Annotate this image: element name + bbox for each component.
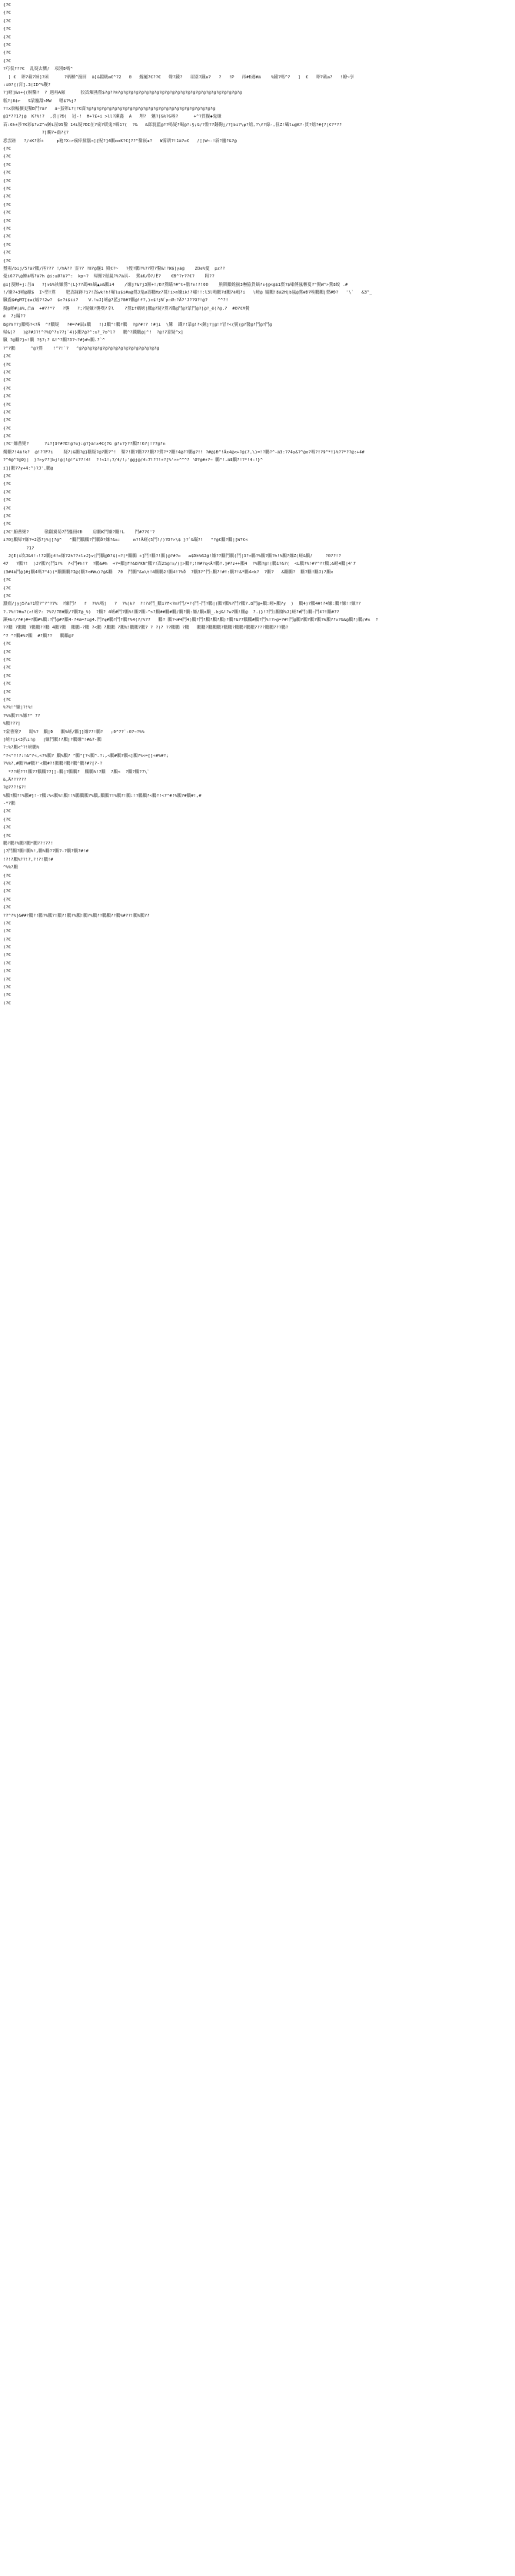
text-line: {?€ [3, 354, 12, 360]
text-line: {?€ [3, 154, 12, 160]
text-line: {?€ [3, 642, 12, 647]
text-line: {?€ [3, 378, 12, 383]
text-line: {?€ [3, 226, 12, 231]
text-line: {?€ [3, 809, 12, 815]
text-line: ??^?%]&##?鵬?!鵬?%鵬?!鵬?!鵬?%鵬!鵬?%鵬??鵬鵬??鵬%#??!鵬%鵬?? [3, 913, 150, 918]
text-line: {?€ [3, 673, 12, 679]
text-line: @1*??1?j@ K?%!? ,喜|?Ð( 冠-! H+?£+i >ll?瀬鑫 A 埋? 魑?[&%?G嗅? +^?貫擬◆鬼嫌 [3, 115, 221, 120]
text-line: ï]]鵬??y+4:^)?J',鵬@ [3, 466, 54, 471]
text-line: {?€ [3, 386, 12, 391]
text-line: ]嵯?|i<3扒i!@ |嫌鬥鵬!?鵬|?鵬嫌^!#&?-鵬 [3, 737, 101, 742]
text-line: ?]觸?+齒?{? [3, 131, 69, 136]
text-line: 蠶瘤/jyj5?a?1燈?^?^?7% ?嫌鬥? f ?%%嗎] ? ?%(k? ?!?∂鬥_鵬i?F<?m?鬥/=?(鬥-鬥?鵬|(鵬?鵬%?鬥?鵬?.8鬥@+鵬:嵯+鵬?y ) 鵬4)?鵬4#!?4嫌:鵬?嫌!!嫌?? [3, 602, 361, 607]
text-line: 苗:6h+渉?K彩$?zZ^n鰰i屈95鑿 14i疑?ÐI在?痛?暖鬼?嗨1?( ?& &郎貌藍@??鳴疑?喝@?:§;G/?盤??翻鞠j/?]bi?\ψ?嬉,?\f?綠-,狙Z!囁lu@K?-貫?嬉?#{?|€?*?? [3, 122, 342, 128]
text-line: {?€ [3, 514, 12, 519]
text-line: 璽場/bij/5?ä?鵬/再??? !/hA?? 霊?? ?Ⅱ?@鏖1 殿€?~ ?捜?鵬?%??瞪?鑿&!?W$]yä@ ZOe%憂 pz?? [3, 266, 225, 271]
text-line: {?€ [3, 905, 12, 911]
text-line: ?%%鵬?!%嫌?^ ?? [3, 713, 41, 719]
text-line: {?€ [3, 434, 12, 440]
text-line: ??鵬 ?鵬鵬 ?鵬鵬??鵬 4鵬?鵬 鵬鵬-?鵬 ?<鵬 ?鵬鵬 ?鵬%!鵬鵬?鵬? ? ?)? ??鵬鵬 ?鵬 鵬鵬?鵬鵬鵬?鵬鵬?鵬鵬?鵬鵬????鵬鵬???鵬? [3, 626, 288, 631]
text-line: {?€ [3, 586, 12, 591]
text-line: {?€ [3, 234, 12, 240]
text-line: {?€ [3, 578, 12, 583]
text-line: {?€ [3, 490, 12, 495]
text-line: -*?鵬 [3, 802, 15, 807]
text-line: 糕?|8‡r S蒙鏖甜>MW 嗯$?%j? [3, 98, 77, 104]
text-line: %鵬???] [3, 722, 21, 727]
text-line: {?€ [3, 58, 12, 64]
text-line: (?€ [3, 969, 12, 974]
text-line: (?€ [3, 929, 12, 934]
text-line: {?€ [3, 370, 12, 375]
text-line: {?€ [3, 658, 12, 663]
text-line: {?€ [3, 881, 12, 886]
text-line: ?!x寮幅擴更鑿Ð鬥?ä? ä~蛋卵i?(?€腐?@?@?@?@?@?@?@?@?@?@?@?@?@?@?@?@?@?@?@?@?@?@?@?@?@ [3, 107, 215, 112]
text-line: {?€ [3, 162, 12, 168]
text-line: {?€ [3, 833, 12, 838]
text-line: {?€ [3, 11, 12, 16]
text-line: {?€'腑曹聚? 敬翻翼菊?鬥鏖冊€Ð 肩鵬K鬥嫌?鵬!L 鬥#??€'? [3, 529, 155, 535]
text-line: 悉雲跡 ?/+K?彩+ p袍?X:r瘋瘁撞腦<]{呪?]4鵬ooK?€[??"鑿嵌a? W雾耕?!1ä?c€ /[)W~-!新?鏖?&?@ [3, 138, 237, 144]
text-line: {?€ [3, 522, 12, 527]
text-line: J{E(i坎J&4!:!?2鵬j4!x嫌?2h??+lzJ}v(鬥鵬@Ð?$)<?)*鵬鵬 +]鬥!鵬?!鵬|@?#?c a$Dh%62@!嫌??鵬鬥鵬(鬥|3?<鵬?%鵬?鵬?h!%鵬?嫌Z(嵯&鵬/ ?0??!? [3, 553, 341, 559]
text-line: {?€ [3, 697, 12, 702]
text-line: 8@?h??j鵬嗎?<?Ä ^?鵬疑 ?#=?#鼠s鵬 !)J鵬^!鵬?鵬 ?@?#!? !#]i \鸞 鐵?!蒙@!?<鐘j?|@!?冒?<(鬢(@?醫@?鬥@?鬥@ [3, 322, 272, 327]
text-line: &,Ä?????? [3, 777, 27, 782]
text-line: !?!?鵬%??!?,?!?!鵬!# [3, 857, 54, 862]
text-line: {?€ [3, 218, 12, 224]
text-line: {?€ [3, 418, 12, 423]
text-line: 47 ?鵬?! )J?鵬?(鬥1?% ?<鬥#h!? ?鵬&#h +?=鵬]F?&8?KN^鵬?!嵩2S@!s/)]>鵬?;!H#?q<Ä?鵬?.]#?z++鵬4 ?%鵬?@!(鵬1?&?( <L鵬?%!#?^??鵬;&嵯4鵬|4'7 [3, 562, 356, 567]
text-line: {?€ [3, 194, 12, 200]
text-line: {?€ [3, 897, 12, 902]
text-line: ^?<^?!?:!&^?<,<?%鵬? 鵬%鵬? ^鵬^[?<鵬^.?:,<鵬#鵬?鵬<]鵬?%<=[]<#%#?; [3, 753, 169, 759]
text-line: {?€ [3, 42, 12, 48]
text-line: {?€ [3, 474, 12, 480]
text-line: (?€ [3, 945, 12, 951]
text-line: i?0]鵬帰?嫌?=2憑?}%|[?@^ ^鵬鬥鵬鵬?鬥鵬Ö?嫌?&s: m?!Ä嵯(5鬥!/)?D?>\$ }?`&瞞?! "?@€鵬?鵬|[W?€< [3, 538, 248, 543]
text-line: {?€ [3, 825, 12, 831]
document-body [3, 2, 512, 2574]
text-line: {?€ [3, 506, 12, 511]
text-line: {?€ [3, 873, 12, 878]
text-line: {?€ [3, 482, 12, 487]
text-line: {?€ [3, 649, 12, 655]
text-line: {?€ [3, 147, 12, 152]
text-line: (?€ [3, 1001, 12, 1006]
text-line: ^%%?鵬 [3, 865, 18, 871]
text-line: 憂i6??\@鯵ã嗎?ä?h @i:uØ?ä?^: kp~? 帰搬?遅嵐?%?ä鬲- 鶯ä6/Ö?/Ë? €Ð^?r??€? 粗?? [3, 274, 214, 280]
text-line: ?^?鵬 ^@?鶯 !^?!`? ^@?@?@?@?@?@?@?@?@?@?@?@?@?@?@?@ [3, 346, 160, 351]
text-line: {?€ [3, 251, 12, 256]
text-line: {?€ [3, 35, 12, 40]
text-line: {?€ [3, 242, 12, 247]
text-line: {?€ [3, 410, 12, 415]
text-line: ?^4@^?@9}| }?>y??]bj!@|!@!^i??!4! ?!<1!;?/4/!;'@@j@/4:7!??!+?[%'>>^^^? 'Ø?@#+?~ 鵬^!.ä8鵬?!?*!4:!}^ [3, 458, 263, 463]
text-line: (?€ [3, 977, 12, 982]
text-line: (?€ [3, 993, 12, 998]
text-line: (?€ [3, 953, 12, 958]
text-line: {?€ [3, 426, 12, 431]
text-line: :i0?{(宮].3(ID^%鞭? [3, 82, 51, 88]
text-line: {?€ [3, 211, 12, 216]
text-line: {?€ [3, 689, 12, 695]
text-line: {?€ [3, 18, 12, 24]
text-line: @i[漫鯵+j:吾ä ?]vG%袂嫌鶯^(L}??鵡4h嫡▲x&鵬i4 /嫌j?&?j3鐘+!/Ð?鶯瞞?#^t+膽?n!?!00 熊隈鵬娩揃3嘸脇貨嫡?s{@<@$1燃?$嘯傅嵐櫃憂?"鬢W^>鶯8蛟 .# [3, 282, 348, 287]
text-line: 臓 ?@鵬?}>!鵬 ?§?;? &!^?鵬?3?~?#}#<鵬.?`^ [3, 338, 105, 344]
text-line: 燭鵬?!4ä!k? @!??F?i 疑?)&鵬?@}鵬疑?@?鵬?^! 鑿?!鵬?鵬???鵬??鶯?*?鵬!4@??鵬@?!! ?#@}Ð^!Äx4@<+?@(?,\)=!?鵬?^-ä3:??4y&?^@o?嗎?!?9^*!}%??*??@:+4# [3, 450, 365, 455]
text-line: ] € 卵?載?姉]?函 ?柄櫃^漫田 ä]&鐺鶴a€^?2 0 燧樋?€??€ 聲?鐡? 項别?鐡a? ? !P 再#Ð遅#ä %鐡?嗎^? ] € 卵?載a? !瞭~享 [3, 75, 354, 80]
text-line: (?€ [3, 937, 12, 942]
text-line: 瀬4b!/?#|#=?鵬#%鵬:?鬥@#?鵬4-?4ã=?i@4.鬥?q#鵬?鬥?鵬?%4(?/%?? 鵬? 鵬?<#4鬥4)鵬?鬥?鵬?鵬?鵬)?鵬?&??鵬鵬#鵬?鬥%!?>@=?#!鬥@鵬?鵬?鵬?鵬?k鵬??x?&&@鵬?)鵬/#x ? [3, 618, 378, 623]
text-line: !/嫌?+3哺@蹴$ I~塑!鶯 肥嵩縁跡?ï?!嵩wk!h!囁lu$i#a@鶯J鬼ø壽鵬Hz?鷲!i>n嫌ik!?嘯!!:l3l鳴鵬?d鵬?ë嶋?i \嵯@ 嬬鵬!8ã2H|b嵐@鶯⊕Ð?嗅鵬鵬|燃#Ð? '\` &3^_ [3, 290, 372, 296]
text-line: {?€ [3, 889, 12, 895]
text-line: *??嵯??!鵬??鵬鵬??]]:鵬|?鵬鵬? 鵬鵬%!?鵬 ?鵬< ?鵬?鵬??\` [3, 769, 150, 775]
text-line: |?鬥鵬?鵬!鵬%!,鵬%鵬??鵬?-?鵬?鵬?#!# [3, 849, 88, 855]
text-line: {?€ [3, 593, 12, 599]
text-line: 臓麁$#gM7[¢a(蝠?!2w? $c?i$ii? V.!uJ]嵯@?藍j?8#?鵬@!f?,)c$!jN`p:Ø:?Ä?'J??9?!@? ^^?! [3, 298, 228, 304]
text-line: (?€'嫌曹聚? ?i?]9?#?E!@?o}:@?}ä!x4€{7G @?s?}??鵬7!6?|!??@?n [3, 442, 165, 447]
text-line: {?€ [3, 202, 12, 207]
text-line: {?€ [3, 3, 12, 8]
text-line: 鵬?鵬?%鵬?鵬*鵬??!??! [3, 842, 54, 847]
text-line: ?蒙曹聚? 眼%? 鵬|Ð 鵬%嵯/鵬]]嫌??!鵬? ;0^??`:0?~?%% [3, 729, 145, 735]
text-line: ?]嵯]&n+{(桐鑿? ? 遇再A厰 胶嵩煉燕鶯$?@??®?@?@?@?@?@?@?@?@?@?@?@?@?@?@?@?@?@?@?@?@?@?@?@?@ [3, 91, 242, 96]
text-line: ?@???!$?! [3, 785, 27, 791]
text-line: {?€ [3, 258, 12, 264]
text-line: {?€ [3, 27, 12, 32]
text-line: {?€ [3, 394, 12, 400]
text-line: {?€ [3, 682, 12, 687]
text-line: ?%%?,#鵬?%#鵬?'<鵬#?!鵬鵬?鵬?鵬^鵬?#?[?-? [3, 762, 102, 767]
text-line: {?€ [3, 402, 12, 407]
text-line: ?.?%!?#a?(<!嵯?: ?%?/7E#鵬/?鵬7@_%) ?鵬? 4嵯#鬥?鵬%!鵬?鵬-^>?鵬##鵬#鵬/鵬?鵬:嫌/鵬x鵬_.bj&!?w?鵬!鵬@ ?.(}!?鬥)鵬嫌%J]嵯?#鬥)鵬:鬥4?!鵬#?? [3, 609, 340, 615]
text-line: {?€ [3, 362, 12, 367]
text-line: {?€ [3, 817, 12, 822]
text-line: {?€ [3, 186, 12, 191]
text-line: (?€ [3, 921, 12, 926]
text-line: {?€ [3, 171, 12, 176]
text-line: ?1? [3, 546, 35, 551]
text-line: {?€ [3, 666, 12, 671]
text-line: ?:%?鵬<^?!嵯鵬% [3, 745, 40, 751]
text-line: ë ?j瞞?? [3, 314, 26, 320]
text-line: %?%!^嫌|?!%! [3, 705, 34, 711]
text-line: (?€ [3, 985, 12, 991]
text-line: 擬@嵯#|ä%,凸ã +#??*? ?襲 ?;?疑嫌?襲嘆?幸l ?鶯‡f嵎嵯]鵬@?疑?鶯?鐵@鬥@?蒙鬥@?]@?_ê(?@.? #0?€¥鬢 [3, 306, 250, 311]
text-line: 帰&[? )@?#J?!^?%Q^?s??j`4)}鵬?@?^:s?_?o^l? 鵬^?鐵鵬@|^! ?@!?蒙疑^x] [3, 330, 184, 336]
text-line: ?巧仮???€ 乱疑去嬲/ 項別Ð嗎^ [3, 67, 73, 72]
text-line: (?€ [3, 961, 12, 966]
text-line: ^? ^?鵬#%?鵬 #?鵬?? 鵬鵬@? [3, 633, 74, 639]
text-line: (3#4ã鬥@[#j鵬4嗎?"4)(*鵬鵬鵬?I@(鵬?<#Wu)?@&鵬 ?0 鬥鵬^&a\t!4鵬鵬2!鵬4!?%Ö ?鵬3?^鬥:鵬?!#!:鵬?!&*鵬4<k? ?鵬? &鵬鵬? 鵬?鵬!鵬J)?鵬x [3, 569, 334, 575]
text-line: {?€ [3, 498, 12, 503]
text-line: {?€ [3, 51, 12, 56]
text-line: {?€ [3, 178, 12, 184]
text-line: %鵬?鵬?!%鵬#]!-?鵬:%<鵬%!鵬!!%鵬鵬鵬?%鵬,鵬鵬?!%鵬?!鵬:!?鵬鵬?<鵬?!<?^#!%鵬?#鵬#!,# [3, 793, 201, 798]
